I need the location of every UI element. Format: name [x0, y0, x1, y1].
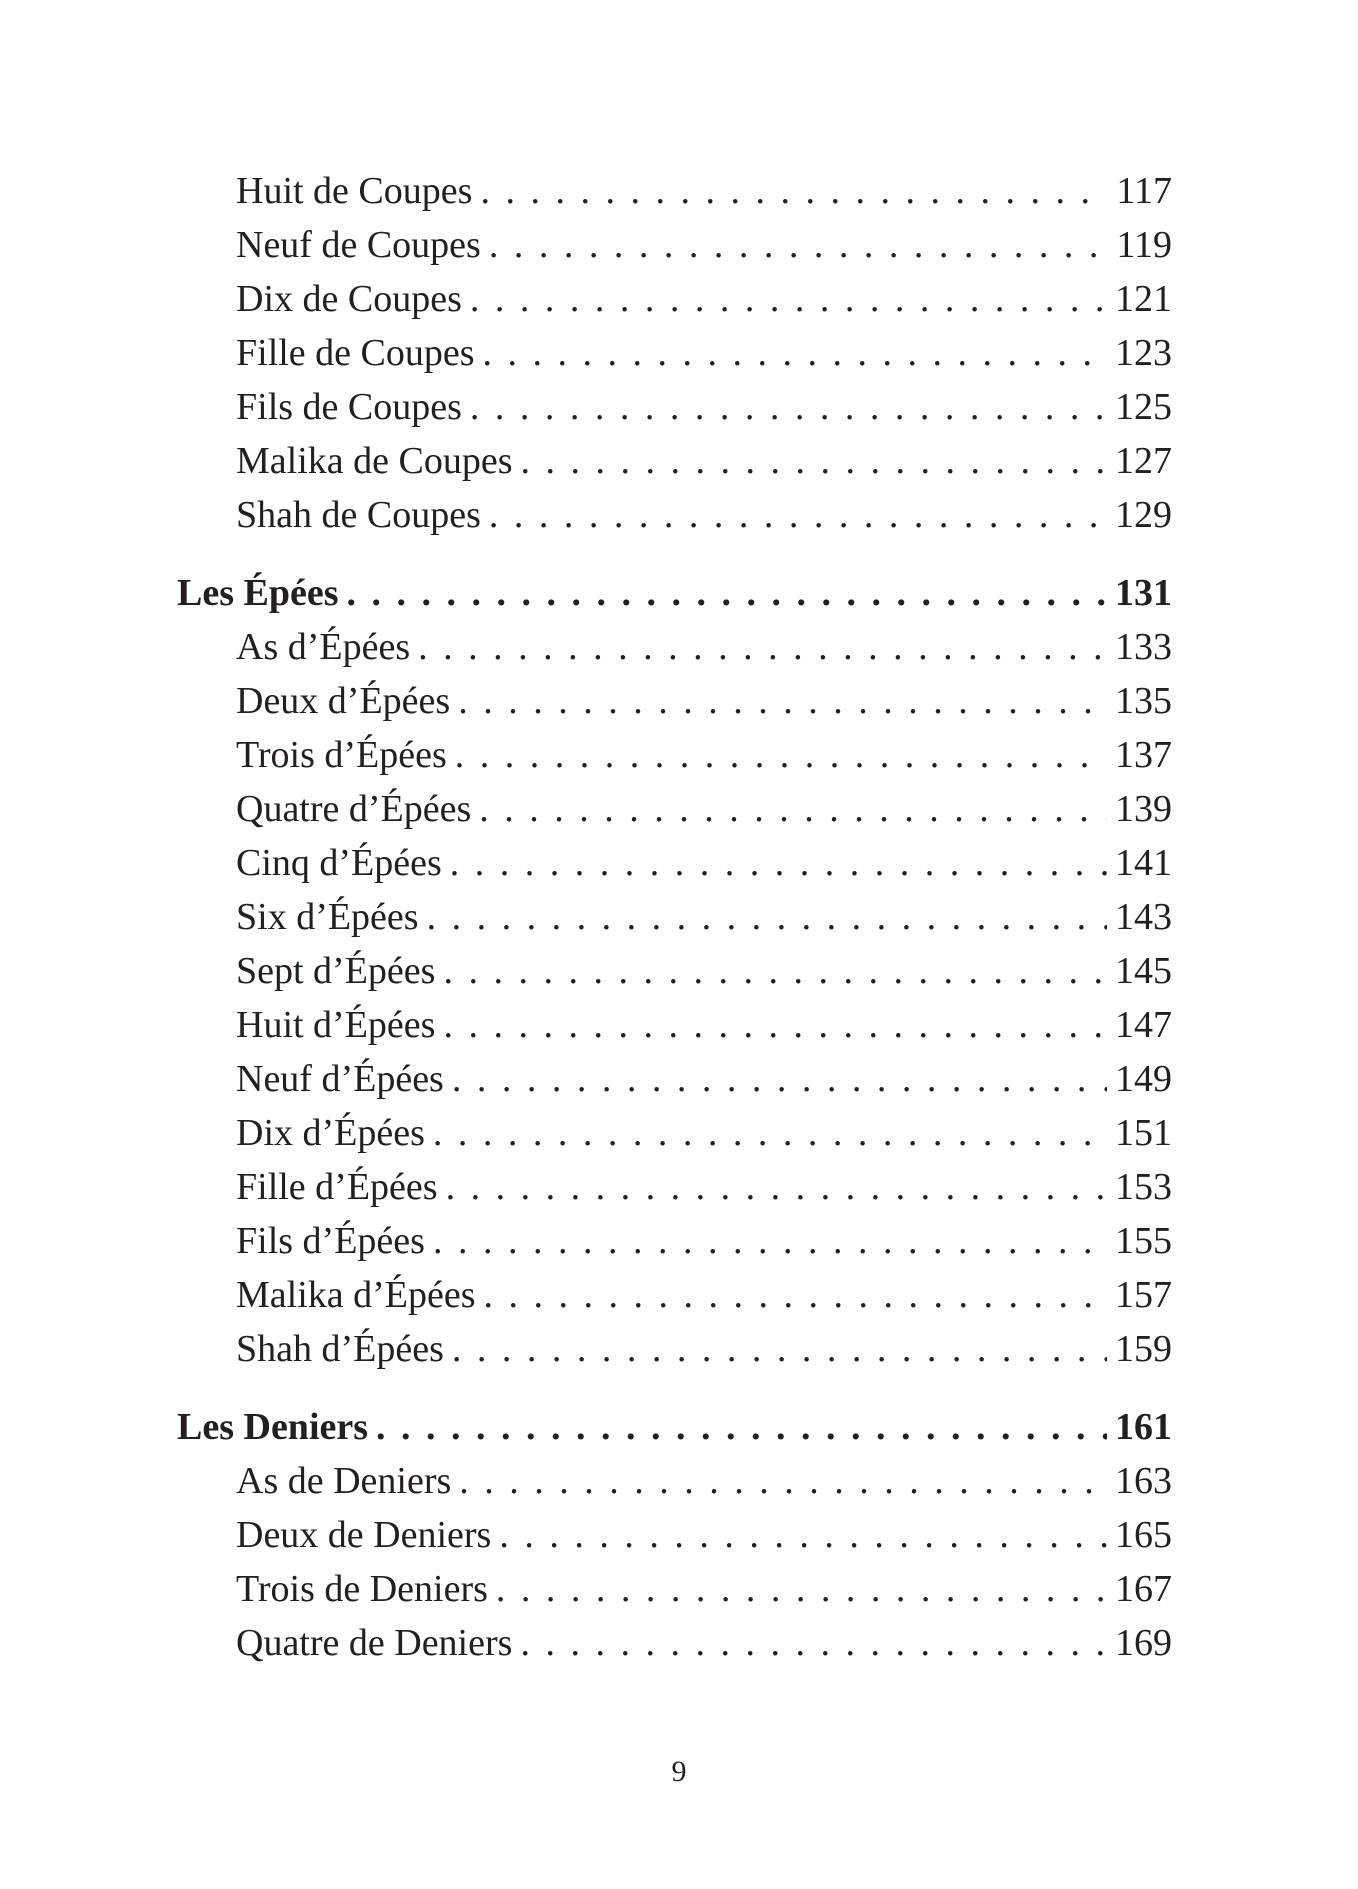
toc-entry-page: 147: [1115, 1004, 1172, 1046]
toc-entry: [236, 1268, 1172, 1322]
toc-entry-title: Fils d’Épées: [236, 1220, 425, 1262]
dot-leader: [452, 1322, 1107, 1376]
toc-entry-page: 127: [1115, 440, 1172, 482]
dot-leader: [376, 1400, 1107, 1454]
toc-entry-page: 141: [1115, 842, 1172, 884]
dot-leader: [496, 1562, 1107, 1616]
toc-entry: [236, 164, 1172, 218]
toc-entry-page: 143: [1115, 896, 1172, 938]
toc-entry-title: Six d’Épées: [236, 896, 419, 938]
toc-entry: [236, 434, 1172, 488]
dot-leader: [450, 836, 1107, 890]
toc-entry-page: 121: [1115, 278, 1172, 320]
toc-entry-title: Malika de Coupes: [236, 440, 513, 482]
dot-leader: [433, 1214, 1107, 1268]
toc-entry-title: Quatre de Deniers: [236, 1622, 513, 1664]
toc-entry-page: 155: [1115, 1220, 1172, 1262]
toc-entry: [236, 1106, 1172, 1160]
dot-leader: [484, 1268, 1107, 1322]
dot-leader: [443, 998, 1107, 1052]
toc-entry-title: Fille d’Épées: [236, 1166, 438, 1208]
toc-entry: [236, 944, 1172, 998]
page-number: 9: [671, 1755, 687, 1788]
dot-leader: [480, 164, 1108, 218]
toc-entry-title: Cinq d’Épées: [236, 842, 442, 884]
toc-entry: [236, 1616, 1172, 1670]
toc-entry-page: 139: [1115, 788, 1172, 830]
toc-entry-title: Shah d’Épées: [236, 1328, 444, 1370]
toc-entry-title: Quatre d’Épées: [236, 788, 472, 830]
toc-entry-title: Trois d’Épées: [236, 734, 447, 776]
toc-entry-title: Huit d’Épées: [236, 1004, 436, 1046]
toc-entry-title: Fils de Coupes: [236, 386, 462, 428]
toc-entry-title: Deux d’Épées: [236, 680, 451, 722]
toc-entry-title: Shah de Coupes: [236, 494, 481, 536]
toc-heading-page: 161: [1115, 1406, 1172, 1448]
dot-leader: [458, 674, 1107, 728]
dot-leader: [433, 1106, 1107, 1160]
toc-entry: [236, 998, 1172, 1052]
toc-entry-page: 149: [1115, 1058, 1172, 1100]
toc-entry-page: 119: [1116, 224, 1172, 266]
toc-entry-title: Fille de Coupes: [236, 332, 475, 374]
dot-leader: [455, 728, 1107, 782]
toc-entry-title: Huit de Coupes: [236, 170, 473, 212]
dot-leader: [499, 1508, 1107, 1562]
dot-leader: [418, 620, 1107, 674]
toc-entry: [236, 380, 1172, 434]
toc-entry-page: 145: [1115, 950, 1172, 992]
toc-entry-page: 163: [1115, 1460, 1172, 1502]
toc-entry: [236, 1562, 1172, 1616]
toc-entry-page: 125: [1115, 386, 1172, 428]
toc-entry-page: 153: [1115, 1166, 1172, 1208]
toc-entry-page: 135: [1115, 680, 1172, 722]
toc-entry-title: As de Deniers: [236, 1460, 452, 1502]
toc-entry: [236, 488, 1172, 542]
toc-entry-title: Trois de Deniers: [236, 1568, 488, 1610]
toc-entry: [236, 836, 1172, 890]
dot-leader: [489, 218, 1109, 272]
toc-entry-page: 157: [1115, 1274, 1172, 1316]
toc-entry: [236, 1052, 1172, 1106]
toc-entry-title: Neuf de Coupes: [236, 224, 481, 266]
toc-section-heading: [177, 1400, 1172, 1454]
toc-entry-title: Malika d’Épées: [236, 1274, 476, 1316]
toc-heading-page: 131: [1115, 572, 1172, 614]
toc-entry-page: 123: [1115, 332, 1172, 374]
toc-entry: [236, 326, 1172, 380]
dot-leader: [443, 944, 1107, 998]
section-spacer: [0, 1376, 1358, 1400]
dot-leader: [479, 782, 1107, 836]
dot-leader: [459, 1454, 1107, 1508]
toc-entry: [236, 1508, 1172, 1562]
toc-entry-page: 151: [1115, 1112, 1172, 1154]
dot-leader: [520, 1616, 1107, 1670]
dot-leader: [427, 890, 1107, 944]
toc-entry-page: 159: [1115, 1328, 1172, 1370]
toc-entry-page: 167: [1115, 1568, 1172, 1610]
dot-leader: [446, 1160, 1107, 1214]
dot-leader: [452, 1052, 1107, 1106]
toc-entry-page: 117: [1116, 170, 1172, 212]
dot-leader: [489, 488, 1107, 542]
toc-entry: [236, 674, 1172, 728]
toc-heading-title: Les Épées: [177, 572, 339, 614]
toc-entry-title: Neuf d’Épées: [236, 1058, 444, 1100]
toc-entry-title: As d’Épées: [236, 626, 411, 668]
toc-entry: [236, 890, 1172, 944]
toc-entry: [236, 782, 1172, 836]
dot-leader: [347, 566, 1108, 620]
toc-entry: [236, 1214, 1172, 1268]
toc-entry: [236, 728, 1172, 782]
toc-entry: [236, 272, 1172, 326]
toc-entry-page: 169: [1115, 1622, 1172, 1664]
toc-entry-page: 129: [1115, 494, 1172, 536]
dot-leader: [521, 434, 1107, 488]
toc-entry: [236, 1322, 1172, 1376]
toc-entry-page: 137: [1115, 734, 1172, 776]
table-of-contents: [0, 164, 1358, 1670]
toc-entry: [236, 620, 1172, 674]
toc-section-heading: [177, 566, 1172, 620]
dot-leader: [470, 272, 1107, 326]
toc-entry: [236, 218, 1172, 272]
toc-entry-title: Deux de Deniers: [236, 1514, 492, 1556]
dot-leader: [470, 380, 1107, 434]
section-spacer: [0, 542, 1358, 566]
toc-entry: [236, 1160, 1172, 1214]
toc-entry-title: Sept d’Épées: [236, 950, 436, 992]
toc-entry-page: 133: [1115, 626, 1172, 668]
dot-leader: [483, 326, 1107, 380]
toc-entry: [236, 1454, 1172, 1508]
toc-entry-title: Dix d’Épées: [236, 1112, 425, 1154]
toc-entry-title: Dix de Coupes: [236, 278, 462, 320]
toc-heading-title: Les Deniers: [177, 1406, 369, 1448]
toc-entry-page: 165: [1115, 1514, 1172, 1556]
